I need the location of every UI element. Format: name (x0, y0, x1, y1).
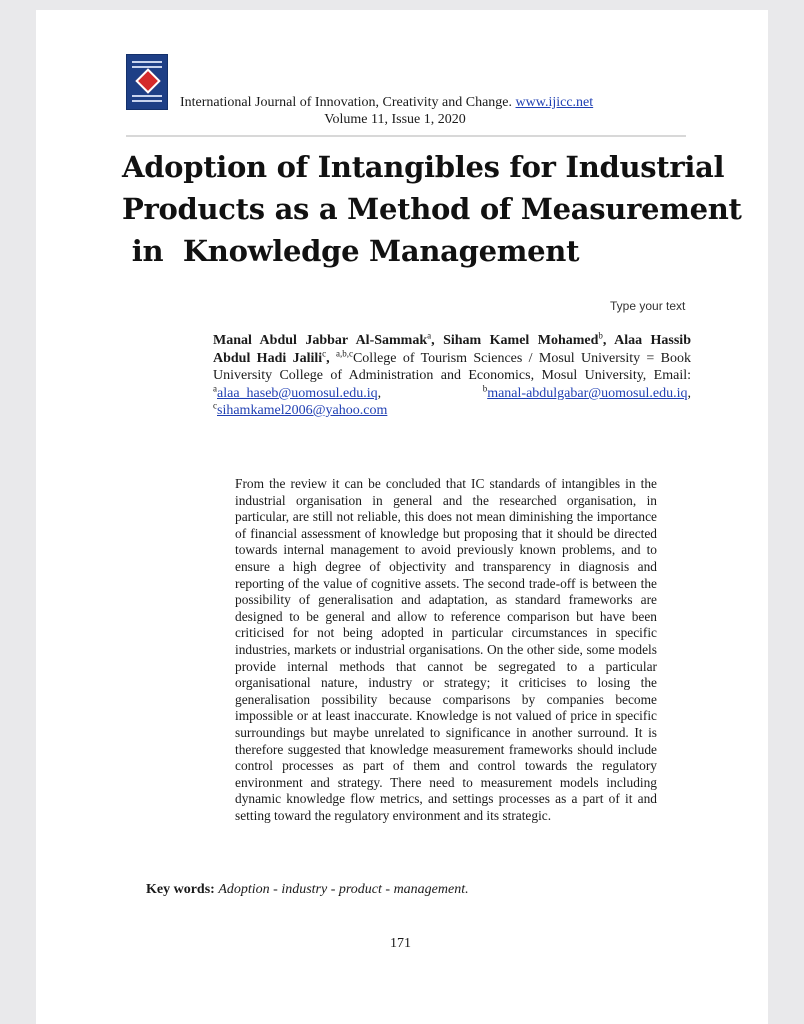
title-line: Products as a Method of Measurement (122, 192, 742, 226)
email-link-a[interactable]: alaa_haseb@uomosul.edu.iq (217, 385, 378, 401)
placeholder-text: Type your text (610, 299, 686, 313)
email-sup: b (482, 382, 488, 393)
separator: , (377, 385, 483, 401)
affiliation: College of Tourism Sciences / Mosul University = Book University College of Administration and Economics, Mosul University, (213, 350, 691, 383)
paper-page (36, 10, 768, 1024)
paper-title (122, 146, 762, 272)
affiliation-sup: a,b,c (335, 347, 353, 358)
author-name: Siham Kamel Mohamed (443, 333, 599, 348)
separator: , (326, 350, 336, 366)
separator: , (687, 385, 691, 401)
logo-bar (132, 61, 162, 63)
email-sup: a (213, 382, 217, 393)
page-number: 171 (390, 936, 411, 951)
author-name: Manal Abdul Jabbar Al-Sammak (213, 333, 428, 348)
email-label: Email: (653, 368, 691, 383)
logo-bar (132, 95, 162, 97)
journal-url-link[interactable]: www.ijicc.net (515, 95, 594, 110)
email-link-c[interactable]: sihamkamel2006@yahoo.com (217, 403, 388, 418)
email-link-b[interactable]: manal-abdulgabar@uomosul.edu.iq (487, 385, 688, 401)
title-line: in Knowledge Management (122, 234, 580, 268)
abstract-text: From the review it can be concluded that IC standards of intangibles in the industrial organisation in general and the researched organisation, in particular, are still not reliable, this does not mean diminishing the importance of financial assessment of knowledge but proposing that it should be directed towards internal management to avoid previously known problems, and to ensure a high degree of objectivity and transparency in diagnosis and reporting of the value of cognitive assets. The second trade-off is between the possibility of generalisation and adaptation, as standard frameworks are designed to be general and allow to reference comparison but have been criticised for not being adopted in particular circumstances in specific industries, markets or industrial organisations. On the other side, some models provide internal methods that cannot be segregated to a particular organisational nature, industry or strategy; it criticises to losing the generalisation possibility because comparisons by companies become impossible or at least inaccurate. Knowledge is not valued of price in specific surroundings but maybe unrelated to significance in another surround. It is therefore suggested that knowledge measurement frameworks should include control processes as part of them and control towards the regulatory environment and strategy. There need to measurement models including dynamic knowledge flow metrics, and settings processes as a part of it and setting toward the regulatory environment and its strategic. (235, 476, 657, 823)
author-sup: b (598, 330, 603, 341)
author-sup: a (427, 330, 432, 341)
authors-block (213, 332, 691, 420)
journal-name: International Journal of Innovation, Creativity and Change. (180, 95, 513, 110)
keywords-line (146, 882, 469, 898)
keywords-label: Key words: (146, 882, 215, 897)
separator: , (431, 333, 444, 348)
title-line: Adoption of Intangibles for Industrial (122, 150, 725, 184)
keywords-value: Adoption - industry - product - management. (218, 882, 469, 897)
header-divider (126, 135, 686, 137)
author-name: Alaa Hassib Abdul Hadi Jalili (213, 333, 691, 366)
journal-logo (126, 54, 168, 110)
separator: , (602, 333, 615, 348)
logo-diamond-icon (135, 68, 160, 93)
volume-issue: Volume 11, Issue 1, 2020 (324, 112, 466, 127)
email-sup: c (213, 400, 217, 411)
logo-bar (132, 100, 162, 102)
journal-header (180, 94, 680, 128)
author-sup: c (322, 347, 327, 358)
